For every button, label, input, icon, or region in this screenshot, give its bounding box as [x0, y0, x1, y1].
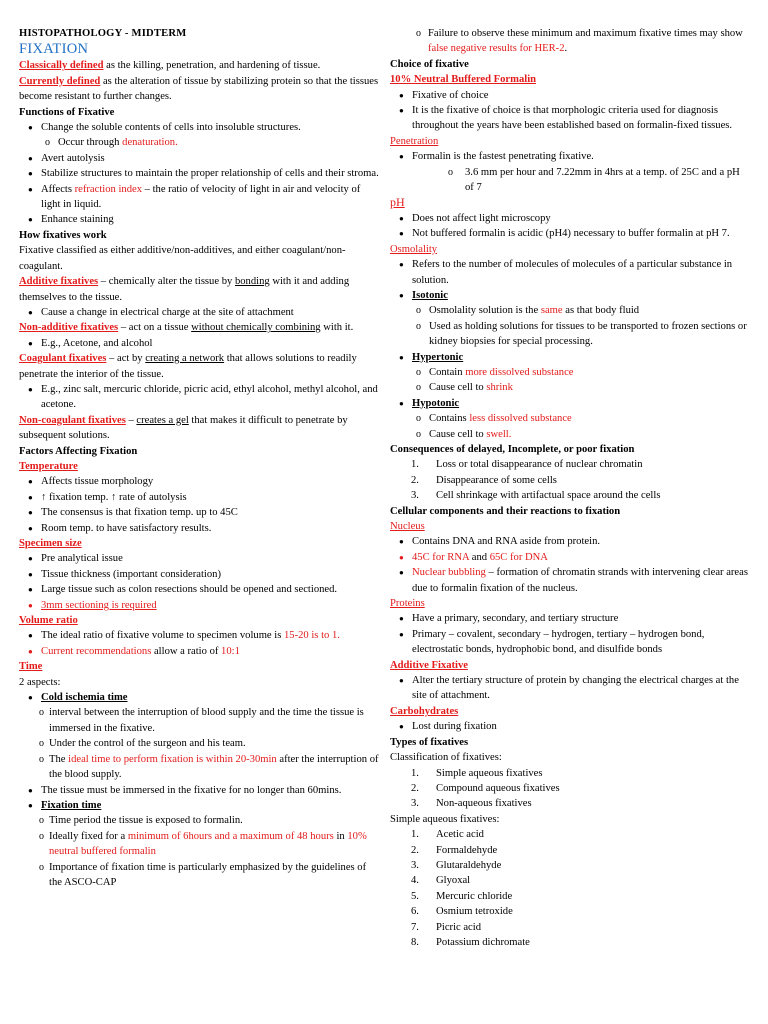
list-item: o 3.6 mm per hour and 7.22mm in 4hrs at a temp. of 25C and a pH of 7: [448, 166, 740, 194]
list-item: o Used as holding solutions for tissues to be transported to frozen sections or kidney biopsies for special processing.: [416, 320, 747, 348]
additive-fixatives: Additive fixatives – chemically alter the tissue by bonding with it and adding themselves to the tissue.: [19, 276, 350, 303]
list-item: ● Avert autolysis: [28, 152, 105, 164]
classically-defined: Classically defined as the killing, penetration, and hardening of tissue.: [19, 60, 321, 72]
list-item: ● Affects tissue morphology: [28, 476, 154, 488]
list-item: 3. Cell shrinkage with artifactual space around the cells: [411, 490, 661, 502]
list-item: ● Hypertonic: [399, 351, 464, 363]
list-item: ● Cause a change in electrical charge at the site of attachment: [28, 306, 294, 318]
list-item: ● Cold ischemia time: [28, 692, 128, 704]
list-item: 2. Disappearance of some cells: [411, 474, 557, 486]
list-item: ● The consensus is that fixation temp. up to 45C: [28, 507, 238, 519]
list-item: ● Fixative of choice: [399, 89, 489, 101]
list-item: o Importance of fixation time is particularly emphasized by the guidelines of the ASCO-CAP: [39, 861, 367, 888]
classification-text: Classification of fixatives:: [390, 752, 502, 764]
list-item: ● Lost during fixation: [399, 721, 497, 733]
list-item: o Contain more dissolved substance: [416, 366, 574, 378]
list-item: o Time period the tissue is exposed to formalin.: [39, 815, 243, 827]
list-item: o Ideally fixed for a minimum of 6hours and a maximum of 48 hours in 10% neutral buffered formalin: [39, 830, 367, 858]
list-item: ● Not buffered formalin is acidic (pH4) necessary to buffer formalin at pH 7.: [399, 228, 730, 240]
non-coagulant-fixatives: Non-coagulant fixatives – creates a gel that makes it difficult to penetrate by subsequent solutions.: [19, 414, 348, 442]
list-item: ● 3mm sectioning is required: [28, 599, 157, 611]
list-item: ● Nuclear bubbling – formation of chromatin strands with intervening clear areas due to formalin fixation of the nucleus.: [399, 567, 748, 594]
list-item: o Under the control of the surgeon and his team.: [39, 738, 246, 750]
list-item: ● 45C for RNA and 65C for DNA: [399, 551, 548, 563]
list-item: ● The tissue must be immersed in the fixative for no longer than 60mins.: [28, 784, 342, 796]
types-heading: Types of fixatives: [390, 736, 469, 748]
list-item: 2. Compound aqueous fixatives: [411, 782, 560, 794]
specimen-size-heading: Specimen size: [19, 538, 82, 549]
list-item: ● It is the fixative of choice is that morphologic criteria used for diagnosis throughout the years have been established based on formalin-fixed tissues.: [399, 105, 733, 132]
list-item: ● Current recommendations allow a ratio of 10:1: [28, 645, 240, 657]
list-item: o interval between the interruption of blood supply and the time the tissue is immersed in the fixative.: [39, 707, 364, 734]
list-item: o The ideal time to perform fixation is within 20-30min after the interruption of the blood supply.: [39, 753, 379, 781]
list-item: ● Stabilize structures to maintain the proper relationship of cells and their stroma.: [28, 168, 379, 180]
how-fixatives-work-heading: How fixatives work: [19, 229, 107, 241]
list-item: o Cause cell to swell.: [416, 428, 512, 440]
list-item: 3. Glutaraldehyde: [411, 859, 502, 871]
list-item: o Osmolality solution is the same as that body fluid: [416, 305, 640, 317]
list-item: ● Room temp. to have satisfactory results.: [28, 522, 212, 534]
list-item: o Occur through denaturation.: [45, 137, 178, 149]
choice-of-fixative-heading: Choice of fixative: [390, 58, 469, 70]
list-item: ● Tissue thickness (important consideration): [28, 568, 221, 580]
how-text: Fixative classified as either additive/non-additives, and either coagulant/non-coagulant.: [19, 245, 346, 272]
time-aspects: 2 aspects:: [19, 676, 61, 688]
nucleus-heading: Nucleus: [390, 521, 425, 532]
list-item: 3. Non-aqueous fixatives: [411, 798, 532, 810]
list-item: 7. Picric acid: [411, 921, 482, 933]
list-item: 2. Formaldehyde: [411, 844, 498, 856]
nbf-heading: 10% Neutral Buffered Formalin: [390, 74, 537, 86]
proteins-heading: Proteins: [390, 598, 425, 610]
list-item: ● Alter the tertiary structure of protein by changing the electrical charges at the site of attachment.: [399, 675, 739, 702]
list-item: o Failure to observe these minimum and maximum fixative times may show false negative results for HER-2.: [416, 28, 743, 55]
list-item: ● The ideal ratio of fixative volume to specimen volume is 15-20 is to 1.: [28, 630, 340, 642]
cellular-components-heading: Cellular components and their reactions to fixation: [390, 505, 621, 517]
list-item: ● Enhance staining: [28, 214, 114, 226]
list-item: ● Fixation time: [28, 799, 102, 811]
time-heading: Time: [19, 661, 43, 673]
list-item: ● Refers to the number of molecules of molecules of a particular substance in solution.: [399, 259, 733, 286]
coagulant-fixatives: Coagulant fixatives – act by creating a network that allows solutions to readily penetrate the interior of the tissue.: [19, 353, 357, 380]
list-item: ● Isotonic: [399, 289, 448, 301]
osmolality-heading: Osmolality: [390, 243, 438, 255]
list-item: 1. Simple aqueous fixatives: [411, 767, 543, 779]
temperature-heading: Temperature: [19, 460, 78, 472]
list-item: ● E.g., zinc salt, mercuric chloride, picric acid, ethyl alcohol, methyl alcohol, and acetone.: [28, 383, 378, 411]
non-additive-fixatives: Non-additive fixatives – act on a tissue without chemically combining with it.: [19, 322, 354, 334]
document-title: HISTOPATHOLOGY - MIDTERM: [19, 28, 187, 39]
carbohydrates-heading: Carbohydrates: [390, 705, 459, 717]
list-item: 6. Osmium tetroxide: [411, 906, 513, 918]
list-item: 8. Potassium dichromate: [411, 936, 530, 948]
list-item: 4. Glyoxal: [411, 875, 471, 887]
list-item: o Cause cell to shrink: [416, 382, 513, 394]
list-item: ● E.g., Acetone, and alcohol: [28, 337, 153, 349]
list-item: ● Have a primary, secondary, and tertiary structure: [399, 613, 619, 625]
penetration-heading: Penetration: [390, 135, 439, 147]
factors-heading: Factors Affecting Fixation: [19, 445, 138, 457]
list-item: ● Pre analytical issue: [28, 553, 123, 565]
list-item: ● Hypotonic: [399, 397, 460, 409]
consequences-heading: Consequences of delayed, Incomplete, or poor fixation: [390, 443, 635, 455]
simple-aqueous-text: Simple aqueous fixatives:: [390, 813, 500, 825]
list-item: ● Does not affect light microscopy: [399, 212, 551, 224]
list-item: o Contains less dissolved substance: [416, 413, 572, 425]
list-item: ● Formalin is the fastest penetrating fixative.: [399, 151, 594, 163]
list-item: ● Change the soluble contents of cells into insoluble structures.: [28, 122, 301, 134]
list-item: ● ↑ fixation temp. ↑ rate of autolysis: [28, 491, 187, 503]
functions-heading: Functions of Fixative: [19, 106, 115, 118]
volume-ratio-heading: Volume ratio: [19, 615, 78, 627]
list-item: ● Primary – covalent, secondary – hydrogen, tertiary – hydrogen bond, electrostatic bonds, hydrophobic bond, and disulfide bonds: [399, 628, 705, 656]
left-column: [19, 26, 381, 890]
section-heading-fixation: FIXATION: [19, 41, 89, 58]
currently-defined: Currently defined as the alteration of tissue by stabilizing protein so that the tissues become resistant to further changes.: [19, 75, 379, 103]
list-item: ● Contains DNA and RNA aside from protein.: [399, 536, 601, 548]
list-item: ● Large tissue such as colon resections should be opened and sectioned.: [28, 584, 338, 596]
right-column: [390, 26, 750, 950]
list-item: 1. Loss or total disappearance of nuclear chromatin: [411, 459, 643, 471]
list-item: ● Affects refraction index – the ratio of velocity of light in air and velocity of light in liquid.: [28, 183, 361, 211]
additive-fixative-heading: Additive Fixative: [390, 659, 468, 671]
list-item: 1. Acetic acid: [411, 829, 484, 841]
list-item: 5. Mercuric chloride: [411, 890, 513, 902]
ph-heading: pH: [390, 195, 405, 210]
